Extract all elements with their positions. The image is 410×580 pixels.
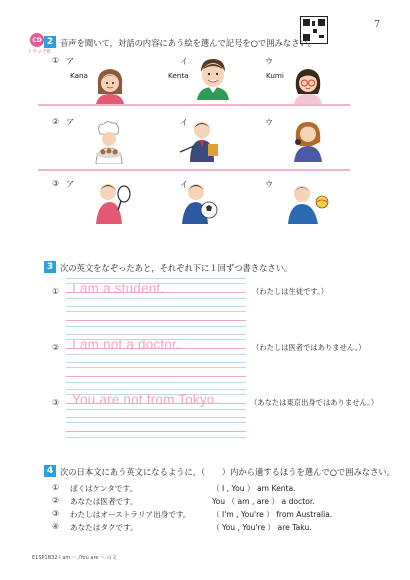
q3-item-2-number: ② [52, 343, 60, 352]
q3-item-1-number: ① [52, 287, 60, 296]
teacher-illustration [178, 118, 222, 162]
girl-kumi-illustration [290, 66, 326, 104]
q2-row-3-number: ③ [52, 179, 60, 188]
q4-item-4-number: ④ [52, 522, 60, 531]
cd-icon[interactable]: CD [30, 33, 44, 47]
q4-item-2-number: ② [52, 496, 60, 505]
q4-item-4-choice[interactable]: （ You , You're ） are Taku. [212, 523, 312, 532]
q2-row-2-option-i[interactable]: イ [180, 118, 188, 127]
singer-illustration [290, 118, 326, 162]
q3-hint-2: （わたしは医者ではありません。） [252, 343, 366, 352]
q2-row-2-option-a[interactable]: ア [66, 118, 74, 127]
q4-item-2-japanese: あなたは医者です。 [70, 497, 138, 506]
q4-item-1-choice[interactable]: （ I , You ） am Kenta. [212, 484, 296, 493]
name-kenta: Kenta [168, 71, 189, 80]
q2-row-3-option-a[interactable]: ア [66, 180, 74, 189]
girl-kana-illustration [92, 66, 128, 104]
page-number: 7 [374, 20, 380, 30]
q4-item-1-japanese: ぼくはケンタです。 [70, 484, 138, 493]
q2-row-1-option-u[interactable]: ウ [265, 57, 273, 66]
q3-hint-3: （あなたは東京出身ではありません。） [250, 398, 379, 407]
q2-row-3-option-u[interactable]: ウ [265, 180, 273, 189]
q4-item-1-number: ① [52, 483, 60, 492]
trace-sentence-2[interactable]: I am not a doctor. [72, 337, 180, 352]
name-kumi: Kumi [266, 71, 284, 80]
name-kana: Kana [70, 71, 88, 80]
question-4-instruction: 次の日本文にあう英文になるように，（ ）内から適するほうを選んで○で囲みなさい。 [60, 467, 395, 477]
q4-item-4-japanese: あなたはタクです。 [70, 523, 138, 532]
soccer-player-illustration [180, 180, 220, 224]
cd-track-label: トラック8 [27, 49, 51, 55]
question-4-number: 4 [44, 465, 56, 477]
q2-row-2-number: ② [52, 117, 60, 126]
q2-row-3-option-i[interactable]: イ [180, 180, 188, 189]
q3-hint-1: （わたしは生徒です。） [252, 287, 329, 296]
question-2-instruction: 音声を聞いて，対話の内容にあう絵を選んで記号を○で囲みなさい。 [60, 38, 316, 48]
trace-sentence-1[interactable]: I am a student. [72, 281, 165, 296]
q2-row-1-option-a[interactable]: ア [66, 57, 74, 66]
row-divider [38, 104, 350, 106]
q2-row-2-option-u[interactable]: ウ [265, 118, 273, 127]
q4-item-3-japanese: わたしはオーストラリア出身です。 [70, 510, 191, 519]
question-3-number: 3 [44, 261, 56, 273]
row-divider [38, 169, 350, 171]
trace-sentence-3[interactable]: You are not from Tokyo. [72, 392, 219, 407]
tennis-player-illustration [92, 180, 132, 224]
q4-item-3-number: ③ [52, 509, 60, 518]
q3-item-3-number: ③ [52, 398, 60, 407]
q4-item-2-choice[interactable]: You （ am , are ） a doctor. [212, 497, 315, 506]
question-3-instruction: 次の英文をなぞったあと，それぞれ下に１回ずつ書きなさい。 [60, 263, 293, 273]
question-2-number: 2 [44, 36, 56, 48]
page-footer: E1SP1B32-I am ～./You are ～.の文 [32, 555, 117, 561]
q2-row-1-option-i[interactable]: イ [180, 57, 188, 66]
boy-kenta-illustration [193, 56, 233, 100]
volleyball-player-illustration [284, 178, 332, 224]
q2-row-1-number: ① [52, 56, 60, 65]
chef-illustration [90, 120, 128, 164]
q4-item-3-choice[interactable]: （ I'm , You're ） from Australia. [212, 510, 333, 519]
